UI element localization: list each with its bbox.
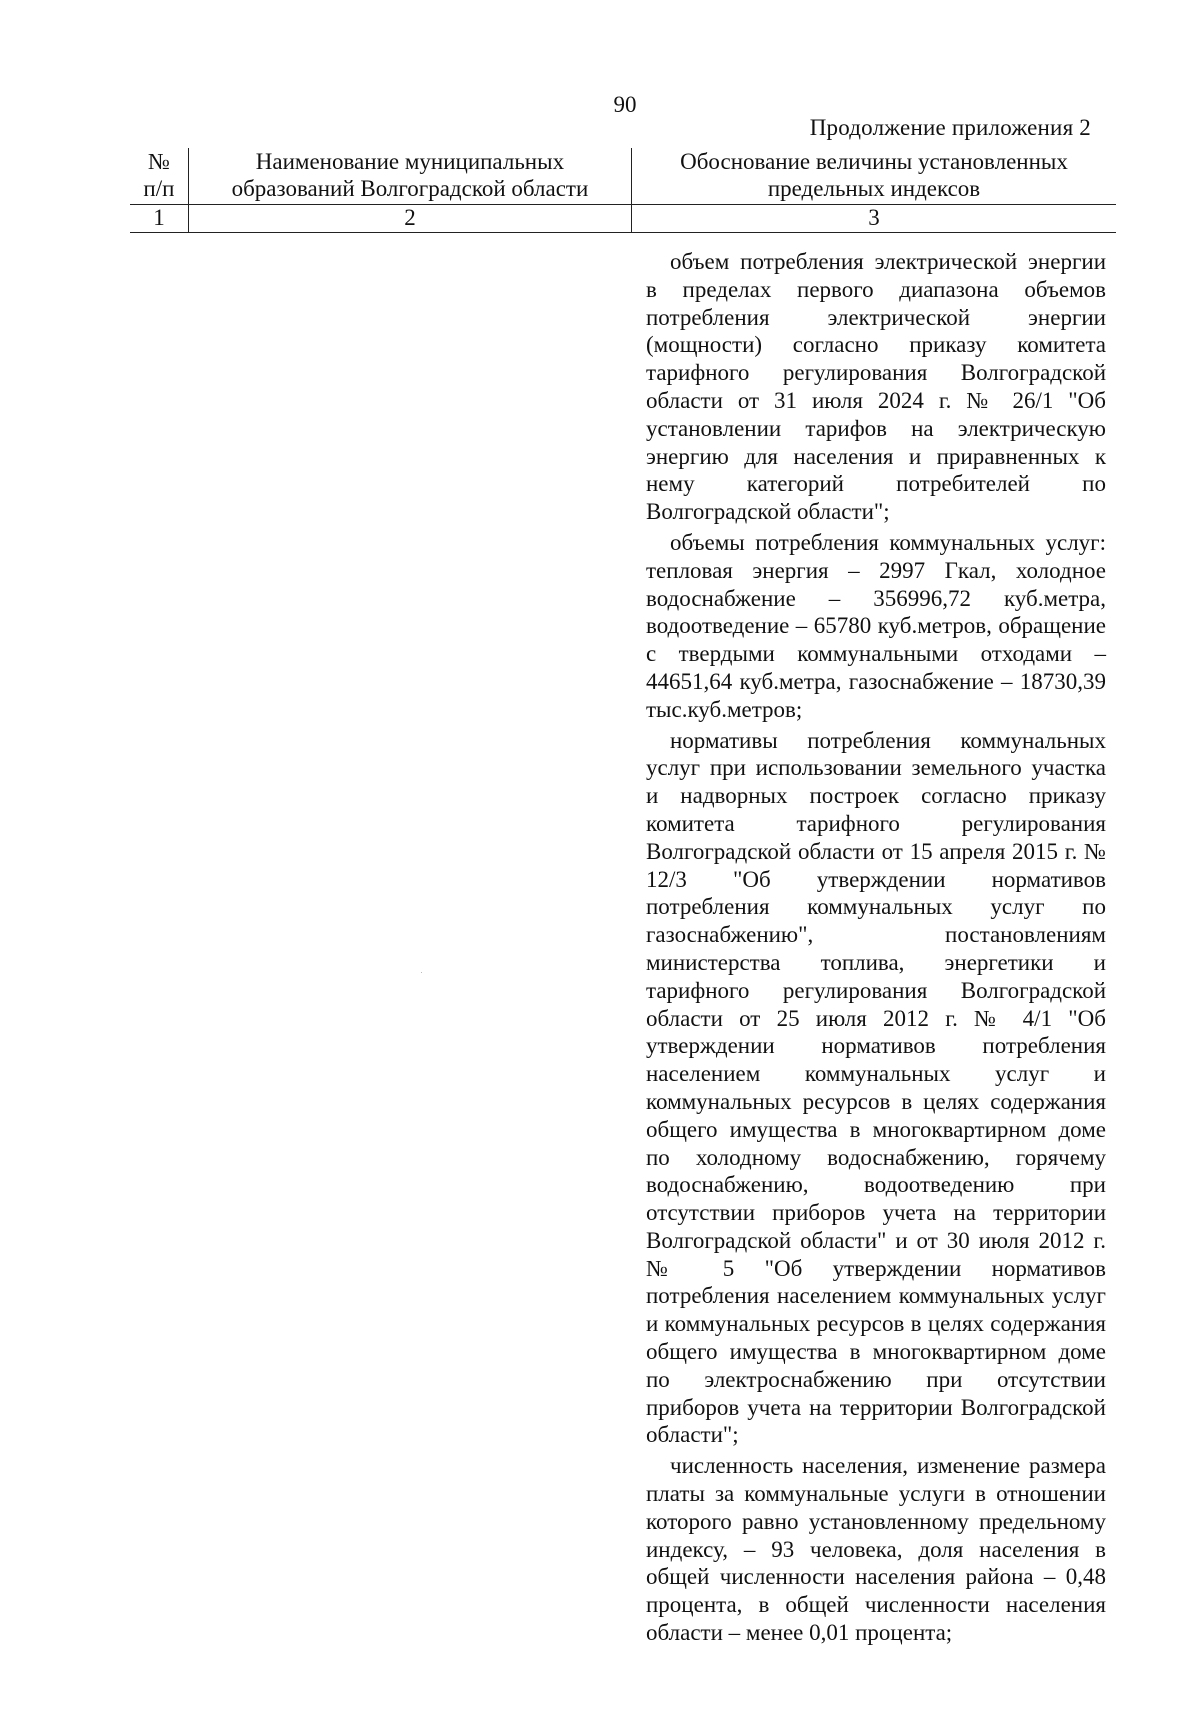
paragraph-consumption-norms: нормативы потребления коммунальных услуг при использовании земельного участка и надворных построек согласно приказу комитета тарифного регулирования Волгоградской области от 15 апреля 2015 г. № 12/3 "Об утверждении нормативов потребления коммунальных услуг по газоснабжению", постановлениям министерства топлива, энергетики и тарифного регулирования Волгоградской области от 25 июля 2012 г. № 4/1 "Об утверждении нормативов потребления населением коммунальных услуг и коммунальных ресурсов в целях содержания общего имущества в многоквартирном доме по холодному водоснабжению, горячему водоснабжению, водоотведению при отсутствии приборов учета на территории Волгоградской области" и от 30 июля 2012 г. № 5 "Об утверждении нормативов потребления населением коммунальных услуг и коммунальных ресурсов в целях содержания общего имущества в многоквартирном доме по электроснабжению при отсутствии приборов учета на территории Волгоградской области";: [646, 727, 1106, 1448]
column-number-2: 2: [188, 205, 631, 233]
paragraph-population: численность населения, изменение размера платы за коммунальные услуги в отношении которого равно установленному предельному индексу, – 93 человека, доля населения в общей численности населения района – 0,48 процента, в общей численности населения области – менее 0,01 процента;: [646, 1453, 1106, 1646]
header-row: [130, 148, 1116, 205]
justification-text: [646, 248, 1106, 1650]
header-number-line1: №: [147, 149, 170, 174]
page-number: 90: [613, 92, 637, 117]
header-justification-line2: предельных индексов: [767, 176, 981, 201]
header-table: [130, 148, 1116, 233]
header-number-line2: п/п: [143, 176, 175, 201]
header-municipality-line2: образований Волгоградской области: [231, 176, 589, 201]
continuation-label: Продолжение приложения 2: [809, 115, 1091, 140]
scan-speck: [421, 972, 422, 973]
header-municipality-line1: Наименование муниципальных: [255, 149, 565, 174]
column-number-3: 3: [632, 205, 1117, 233]
column-number-row: [130, 205, 1116, 233]
header-cell-justification: [632, 148, 1117, 205]
paragraph-utility-volumes: объемы потребления коммунальных услуг: тепловая энергия – 2997 Гкал, холодное водоснабжение – 356996,72 куб.метра, водоотведение – 65780 куб.метров, обращение с твердыми коммунальными отходами – 44651,64 куб.метра, газоснабжение – 18730,39 тыс.куб.метров;: [646, 529, 1106, 722]
paragraph-electricity: объем потребления электрической энергии в пределах первого диапазона объемов потребления электрической энергии (мощности) согласно приказу комитета тарифного регулирования Волгоградской области от 31 июля 2024 г. № 26/1 "Об установлении тарифов на электрическую энергию для населения и приравненных к нему категорий потребителей по Волгоградской области";: [646, 249, 1106, 525]
header-cell-municipality: [188, 148, 631, 205]
column-number-1: 1: [130, 205, 188, 233]
header-cell-number: [130, 148, 188, 205]
header-justification-line1: Обоснование величины установленных: [680, 149, 1068, 174]
